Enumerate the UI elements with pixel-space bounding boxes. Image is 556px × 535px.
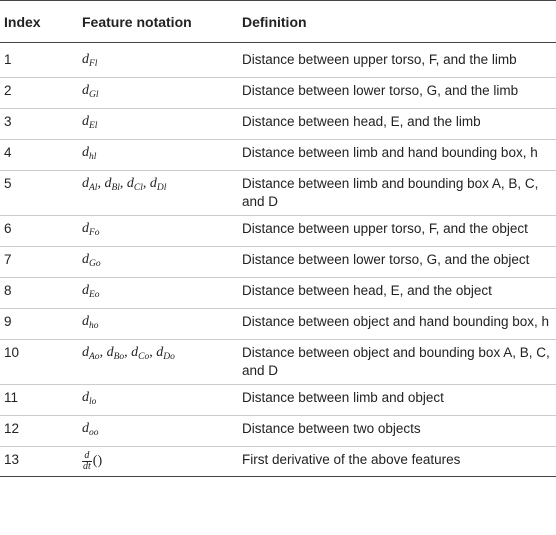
row-index: 12 — [0, 416, 78, 447]
notation-term: $d_{Bo}$ — [106, 345, 125, 362]
table-row — [0, 278, 556, 309]
notation-term: $d_{hl}$ — [82, 145, 97, 162]
notation-term: $d_{oo}$ — [82, 421, 99, 438]
table-row — [0, 43, 556, 78]
notation-term: $d_{El}$ — [82, 114, 98, 131]
notation-term: $d_{Dl}$ — [149, 176, 167, 193]
row-index: 13 — [0, 447, 78, 477]
row-index: 4 — [0, 140, 78, 171]
row-definition: Distance between head, E, and the limb — [238, 109, 556, 140]
header-definition: Definition — [238, 1, 556, 43]
table-row — [0, 216, 556, 247]
row-index: 2 — [0, 78, 78, 109]
row-definition: Distance between limb and bounding box A, B, C, and D — [238, 171, 556, 216]
row-notation — [78, 447, 238, 477]
table-row — [0, 171, 556, 216]
row-index: 6 — [0, 216, 78, 247]
notation-term: $d_{lo}$ — [82, 390, 97, 407]
row-notation — [78, 385, 238, 416]
row-notation — [78, 78, 238, 109]
row-definition: Distance between lower torso, G, and the limb — [238, 78, 556, 109]
row-definition: Distance between object and bounding box A, B, C, and D — [238, 340, 556, 385]
row-index: 1 — [0, 43, 78, 78]
row-notation — [78, 43, 238, 78]
notation-term: $d_{Fo}$ — [82, 221, 100, 238]
table-row — [0, 385, 556, 416]
table-row — [0, 140, 556, 171]
notation-term: $d_{Ao}$ — [82, 345, 100, 362]
derivative-fraction: $\frac{d}{dt}$ — [83, 450, 91, 472]
row-definition: Distance between two objects — [238, 416, 556, 447]
header-notation: Feature notation — [78, 1, 238, 43]
notation-term: $d_{Co}$ — [131, 345, 150, 362]
table-row — [0, 340, 556, 385]
row-definition: Distance between lower torso, G, and the object — [238, 247, 556, 278]
row-notation: $d_{Ao}$, $d_{Bo}$, $d_{Co}$, $d_{Do}$ — [78, 340, 238, 385]
table-row — [0, 309, 556, 340]
row-notation — [78, 247, 238, 278]
row-definition: Distance between upper torso, F, and the limb — [238, 43, 556, 78]
row-notation — [78, 109, 238, 140]
row-notation — [78, 216, 238, 247]
row-definition: Distance between head, E, and the object — [238, 278, 556, 309]
row-definition: Distance between upper torso, F, and the object — [238, 216, 556, 247]
row-notation — [78, 278, 238, 309]
notation-term: $d_{ho}$ — [82, 314, 99, 331]
notation-term: $d_{Gl}$ — [82, 83, 99, 100]
header-index: Index — [0, 1, 78, 43]
row-notation — [78, 416, 238, 447]
table-body — [0, 43, 556, 477]
row-index: 11 — [0, 385, 78, 416]
row-index: 9 — [0, 309, 78, 340]
notation-term: $d_{Eo}$ — [82, 283, 100, 300]
derivative-suffix: () — [92, 453, 103, 469]
table-row — [0, 447, 556, 477]
row-definition: Distance between object and hand bounding box, h — [238, 309, 556, 340]
row-index: 10 — [0, 340, 78, 385]
row-index: 5 — [0, 171, 78, 216]
notation-term: $d_{Fl}$ — [82, 52, 98, 69]
row-notation — [78, 309, 238, 340]
row-definition: Distance between limb and object — [238, 385, 556, 416]
row-definition: First derivative of the above features — [238, 447, 556, 477]
table-row — [0, 109, 556, 140]
notation-term: $d_{Al}$ — [82, 176, 98, 193]
table-row — [0, 416, 556, 447]
row-index: 7 — [0, 247, 78, 278]
table-row — [0, 78, 556, 109]
notation-term: $d_{Bl}$ — [104, 176, 120, 193]
row-index: 8 — [0, 278, 78, 309]
row-definition: Distance between limb and hand bounding box, h — [238, 140, 556, 171]
notation-term: $d_{Go}$ — [82, 252, 101, 269]
header-row — [0, 1, 556, 43]
notation-term: $d_{Do}$ — [156, 345, 175, 362]
row-notation: $d_{Al}$, $d_{Bl}$, $d_{Cl}$, $d_{Dl}$ — [78, 171, 238, 216]
notation-term: $d_{Cl}$ — [126, 176, 143, 193]
table-row — [0, 247, 556, 278]
row-notation — [78, 140, 238, 171]
row-index: 3 — [0, 109, 78, 140]
